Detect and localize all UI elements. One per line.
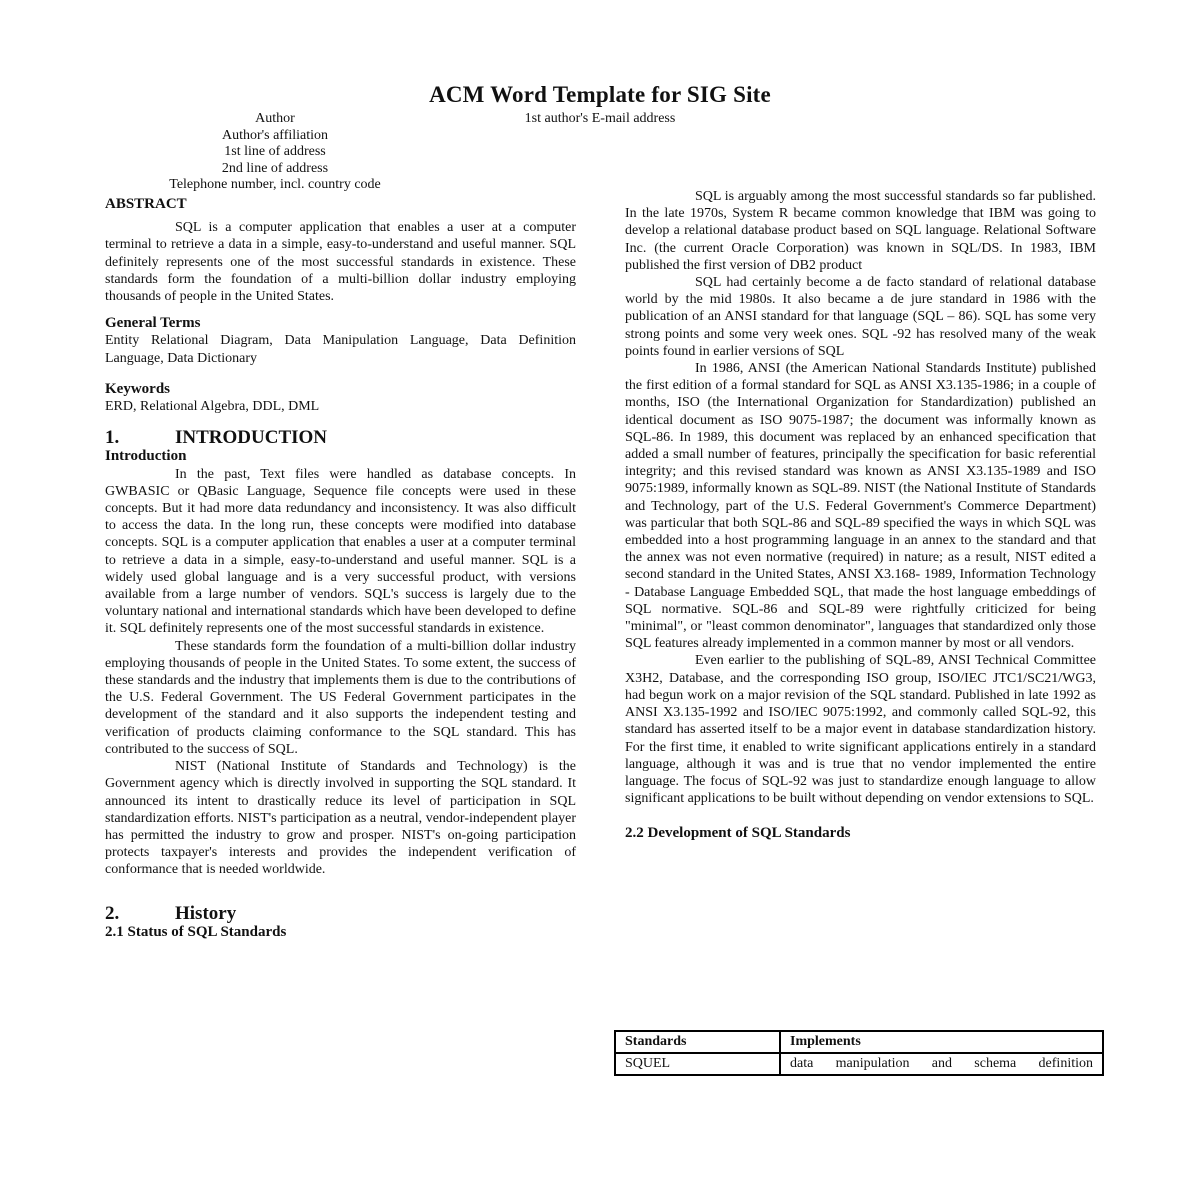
keywords-heading: Keywords — [105, 380, 170, 397]
table-cell-standard: SQUEL — [615, 1053, 780, 1075]
right-column — [625, 188, 1096, 843]
section-1-subheading: Introduction — [105, 448, 187, 465]
section-2-title: History — [175, 902, 237, 924]
author-affiliation: Author's affiliation — [221, 127, 329, 143]
intro-paragraph-2: These standards form the foundation of a multi-billion dollar industry employing thousands of people in the United States. To some extent, the success of these standards and the industry that implements them is due to the contributions of the U.S. Federal Government. The US Federal Government participates in the development of the standard and it also supports the independent testing and verification of products claiming conformance to the SQL standard. This has contributed to the success of SQL. — [105, 638, 576, 757]
author-name: Author — [255, 111, 295, 126]
section-2-number: 2. — [105, 902, 120, 924]
keywords-text: ERD, Relational Algebra, DDL, DML — [105, 399, 320, 415]
table-cell-implements: data manipulation and schema definition — [780, 1053, 1103, 1075]
history-paragraph-4: Even earlier to the publishing of SQL-89, ANSI Technical Committee X3H2, Database, and the corresponding ISO group, ISO/IEC JTC1/SC21/WG3, had begun work on a major revision of the SQL standard. Published in late 1992 as ANSI X3.135-1992 and ISO/IEC 9075:1992, and commonly called SQL-92, this standard has asserted itself to be a major event in database standardization history. For the first time, it enabled to write significant applications entirely in a standard language, although it was and is true that no vendor implemented the entire language. The focus of SQL-92 was just to standardize enough language to allow significant applications to be built without depending on vendor extensions to SQL. — [625, 653, 1096, 807]
author-address-line-2: 2nd line of address — [221, 160, 329, 176]
table-header-row — [615, 1031, 1103, 1053]
author-email: 1st author's E-mail address — [524, 111, 676, 126]
history-paragraph-2: SQL had certainly become a de facto standard of relational database world by the mid 1980s. It also became a de jure standard in 1986 with the publication of an ANSI standard for that language (SQL – 86). SQL has some very strong points and some very week ones. SQL -92 has resolved many of the weak points found in earlier versions of SQL — [625, 275, 1096, 359]
abstract-text: SQL is a computer application that enables a user at a computer terminal to retrieve a data in a simple, easy-to-understand and useful manner. SQL definitely represents one of the most successful standards in existence. These standards form the foundation of a multi-billion dollar industry employing thousands of people in the United States. — [105, 220, 576, 305]
section-1-heading — [105, 427, 576, 449]
general-terms-text: Entity Relational Diagram, Data Manipulation Language, Data Definition Language, Data Dictionary — [105, 333, 576, 366]
author-block — [105, 111, 445, 194]
general-terms-heading: General Terms — [105, 315, 201, 332]
history-paragraph-3: In 1986, ANSI (the American National Standards Institute) published the first edition of a formal standard for SQL as ANSI X3.135-1986; in a couple of months, ISO (the International Organization for Standardization) published an identical document as ISO 9075-1987; the document was informally known as SQL-86. In 1989, this document was replaced by an enhanced specification that added a small number of features, principally the specification for basic referential integrity; and this revised standard was known as ANSI X3.135-1989 and ISO 9075:1989, informally known as SQL-89. NIST (the National Institute of Standards and Technology, part of the U.S. Federal Government's Commerce Department) was particular that both SQL-86 and SQL-89 specified the ways in which SQL was embedded into a host programming language in an annex to the standard and that the annex was not even normative (required) in nature; as a result, NIST edited a second standard in the United States, ANSI X3.168- 1989, Information Technology - Database Language Embedded SQL, that made the host language embeddings of SQL normative. SQL-86 and SQL-89 were rightfully criticized for being "minimal", or "least common denominator", languages that standardized only those SQL features already implemented in a common manner by most or all vendors. — [625, 361, 1096, 652]
author-address-line-1: 1st line of address — [224, 144, 326, 159]
author-phone: Telephone number, incl. country code — [169, 177, 381, 192]
section-2-2-subheading: 2.2 Development of SQL Standards — [625, 825, 851, 842]
table-row — [615, 1053, 1103, 1075]
history-paragraph-1: SQL is arguably among the most successful standards so far published. In the late 1970s, System R became common knowledge that IBM was going to develop a relational database product based on SQL language. Relational Software Inc. (the current Oracle Corporation) was known in SQL/DS. In 1983, IBM published the first version of DB2 product — [625, 189, 1096, 273]
table-header-standards: Standards — [615, 1031, 780, 1053]
table-header-implements: Implements — [780, 1031, 1103, 1053]
left-column — [105, 196, 576, 941]
abstract-heading: ABSTRACT — [105, 196, 187, 212]
section-2-1-subheading: 2.1 Status of SQL Standards — [105, 923, 287, 940]
section-2-heading — [105, 902, 576, 924]
section-1-number: 1. — [105, 427, 120, 449]
intro-paragraph-3: NIST (National Institute of Standards and Technology) is the Government agency which is directly involved in supporting the SQL standard. It announced its intent to drastically reduce its level of participation in SQL standardization efforts. NIST's participation as a neutral, vendor-independent player has permitted the industry to grow and prosper. NIST's on-going participation protects taxpayer's interests and provides the independent verification of conformance that is needed worldwide. — [105, 759, 576, 878]
paper-title: ACM Word Template for SIG Site — [429, 82, 771, 107]
section-1-title: INTRODUCTION — [175, 427, 328, 449]
intro-paragraph-1: In the past, Text files were handled as database concepts. In GWBASIC or QBasic Language, Sequence file concepts were used in these concepts. But it had more data redundancy and inconsistency. It was also difficult to access the data. In the long run, these concepts were modified into database concepts. SQL is a computer application that enables a user at a computer terminal to retrieve a data in a simple, easy-to-understand and useful manner. SQL is a widely used global language and is a very successful product, with versions available from a large number of vendors. SQL's success is largely due to the voluntary national and international standards which have been developed to define it. SQL definitely represents one of the most successful standards in existence. — [105, 466, 576, 637]
standards-table — [614, 1030, 1104, 1076]
